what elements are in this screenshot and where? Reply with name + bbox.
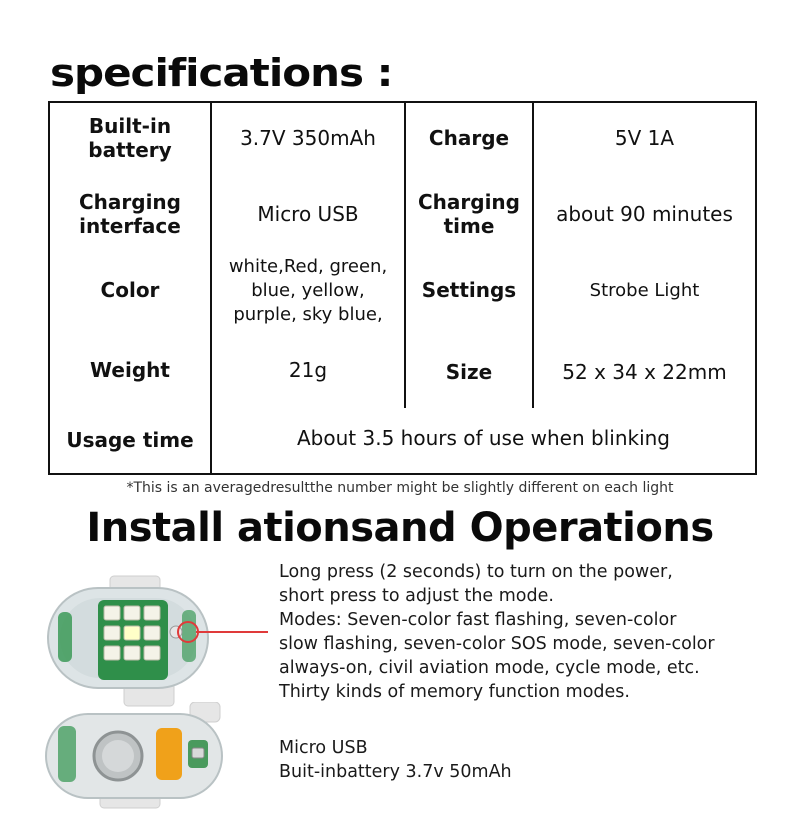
operations-line: slow flashing, seven-color SOS mode, seven-color [279, 634, 715, 654]
spec-value-size: 52 x 34 x 22mm [562, 360, 727, 385]
operations-line: always-on, civil aviation mode, cycle mode, etc. [279, 658, 700, 678]
operations-line: short press to adjust the mode. [279, 586, 554, 606]
spec-label-weight: Weight [90, 358, 170, 383]
operations-description [279, 560, 779, 704]
spec-label-charging-interface: Charging interface [78, 190, 181, 238]
port-info [279, 736, 679, 784]
pointer-line [196, 631, 268, 633]
spec-value-weight: 21g [288, 358, 328, 383]
operations-line: Modes: Seven-color fast flashing, seven-color [279, 610, 677, 630]
spec-label-battery: Built-in battery [88, 114, 172, 162]
specifications-title [50, 50, 392, 95]
spec-value-charging-interface: Micro USB [257, 202, 359, 227]
spec-label-size: Size [445, 360, 493, 385]
installations-title: Install ationsand Operations [86, 505, 714, 551]
operations-line: Long press (2 seconds) to turn on the power, [279, 562, 673, 582]
port-info-line: Micro USB [279, 738, 368, 758]
spec-value-color: white,Red, green, blue, yellow, purple, sky blue, [228, 255, 388, 326]
spec-value-usage-time: About 3.5 hours of use when blinking [297, 426, 670, 451]
spec-label-charge: Charge [428, 126, 510, 151]
specifications-table [48, 101, 757, 475]
spec-label-color: Color [100, 278, 160, 303]
specifications-colon: : [376, 49, 393, 96]
average-result-note: *This is an averagedresultthe number might be slightly different on each light [126, 480, 674, 496]
spec-label-usage-time: Usage time [66, 428, 194, 453]
spec-value-battery: 3.7V 350mAh [240, 126, 376, 151]
spec-label-charging-time: Charging time [417, 190, 520, 238]
operations-line: Thirty kinds of memory function modes. [279, 682, 630, 702]
device-front-image [40, 570, 270, 710]
spec-value-settings: Strobe Light [589, 279, 700, 301]
specifications-title-text: specifications [50, 49, 363, 96]
port-info-line: Buit-inbattery 3.7v 50mAh [279, 762, 512, 782]
spec-value-charge: 5V 1A [614, 126, 675, 151]
device-back-image [40, 702, 240, 810]
spec-value-charging-time: about 90 minutes [556, 202, 733, 227]
spec-label-settings: Settings [421, 278, 517, 303]
